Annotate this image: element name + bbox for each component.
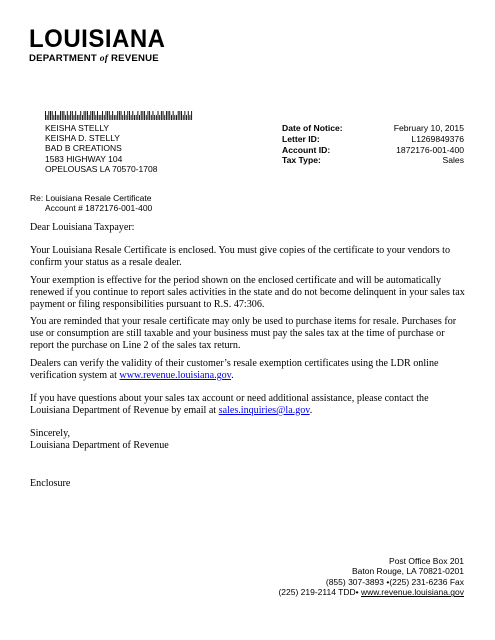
sales-email-link[interactable]: sales.inquiries@la.gov — [218, 404, 310, 416]
address-line: 1583 HIGHWAY 104 — [45, 153, 123, 164]
address-line: OPELOUSAS LA 70570-1708 — [45, 163, 158, 174]
notice-meta-labels — [282, 123, 343, 166]
footer-contact — [278, 556, 464, 598]
logo-title: LOUISIANA — [29, 24, 166, 54]
paragraph: Your exemption is effective for the period shown on the enclosed certificate and will be automatically renewed if you continue to report sales activities in the state and do not become delinquent in your sales tax payment or filing responsibilities pursuant to R.S. 47:306. — [30, 274, 465, 310]
paragraph-text: Dealers can verify the validity of their customer’s resale exemption certificates using the LDR online verification system at — [30, 358, 439, 382]
logo-subtitle — [29, 53, 166, 64]
notice-meta-values — [394, 123, 464, 166]
date-of-notice-label: Date of Notice: — [282, 123, 343, 133]
footer-line: Post Office Box 201 — [389, 556, 464, 566]
paragraph — [30, 358, 470, 382]
paragraph-text: If you have questions about your sales tax account or need additional assistance, please contact the Louisiana Department of Revenue by email at — [30, 392, 429, 416]
footer-website-link[interactable]: www.revenue.louisiana.gov — [360, 587, 464, 598]
postal-barcode — [45, 111, 195, 120]
paragraph-end: . — [231, 370, 234, 382]
address-line: KEISHA STELLY — [45, 123, 110, 133]
paragraph-end: . — [309, 404, 313, 416]
account-id-label: Account ID: — [282, 144, 331, 155]
regarding-account: Account # 1872176-001-400 — [45, 203, 153, 214]
account-id-value: 1872176-001-400 — [396, 144, 464, 155]
footer-line: Baton Rouge, LA 70821-0201 — [351, 566, 464, 577]
tax-type-label: Tax Type: — [282, 155, 321, 166]
logo-sub-after: REVENUE — [108, 53, 159, 64]
recipient-address — [45, 123, 157, 174]
salutation: Dear Louisiana Taxpayer: — [30, 222, 135, 233]
date-of-notice-value: February 10, 2015 — [393, 123, 464, 133]
footer-tdd: (225) 219-2114 TDD• — [278, 587, 361, 598]
paragraph: Your Louisiana Resale Certificate is enclosed. You must give copies of the certificate to your vendors to confirm your status as a resale dealer. — [30, 244, 451, 268]
footer-line — [278, 587, 464, 597]
ldr-logo — [29, 24, 166, 64]
address-line: BAD B CREATIONS — [45, 143, 122, 154]
address-line: KEISHA D. STELLY — [45, 133, 120, 144]
logo-sub-of: of — [99, 53, 109, 64]
tax-type-value: Sales — [442, 155, 464, 166]
logo-sub-before: DEPARTMENT — [29, 53, 100, 64]
enclosure-note: Enclosure — [30, 477, 71, 489]
closing: Sincerely, — [30, 427, 70, 439]
paragraph: You are reminded that your resale certificate may only be used to purchase items for resale. Purchases for use or consumption are still taxable and your business must pay the sales tax at the time of purchase or report the purchase on Line 2 of the sales tax return. — [30, 316, 457, 352]
paragraph — [30, 393, 470, 417]
regarding-block — [30, 193, 152, 214]
letter-id-value: L1269849376 — [411, 133, 464, 144]
letter-body — [30, 222, 470, 496]
regarding-line: Re: Louisiana Resale Certificate — [30, 193, 152, 203]
signer: Louisiana Department of Revenue — [30, 439, 169, 451]
footer-line: (855) 307-3893 •(225) 231-6236 Fax — [325, 576, 464, 587]
revenue-website-link[interactable]: www.revenue.louisiana.gov — [119, 370, 232, 382]
letter-id-label: Letter ID: — [282, 133, 320, 144]
